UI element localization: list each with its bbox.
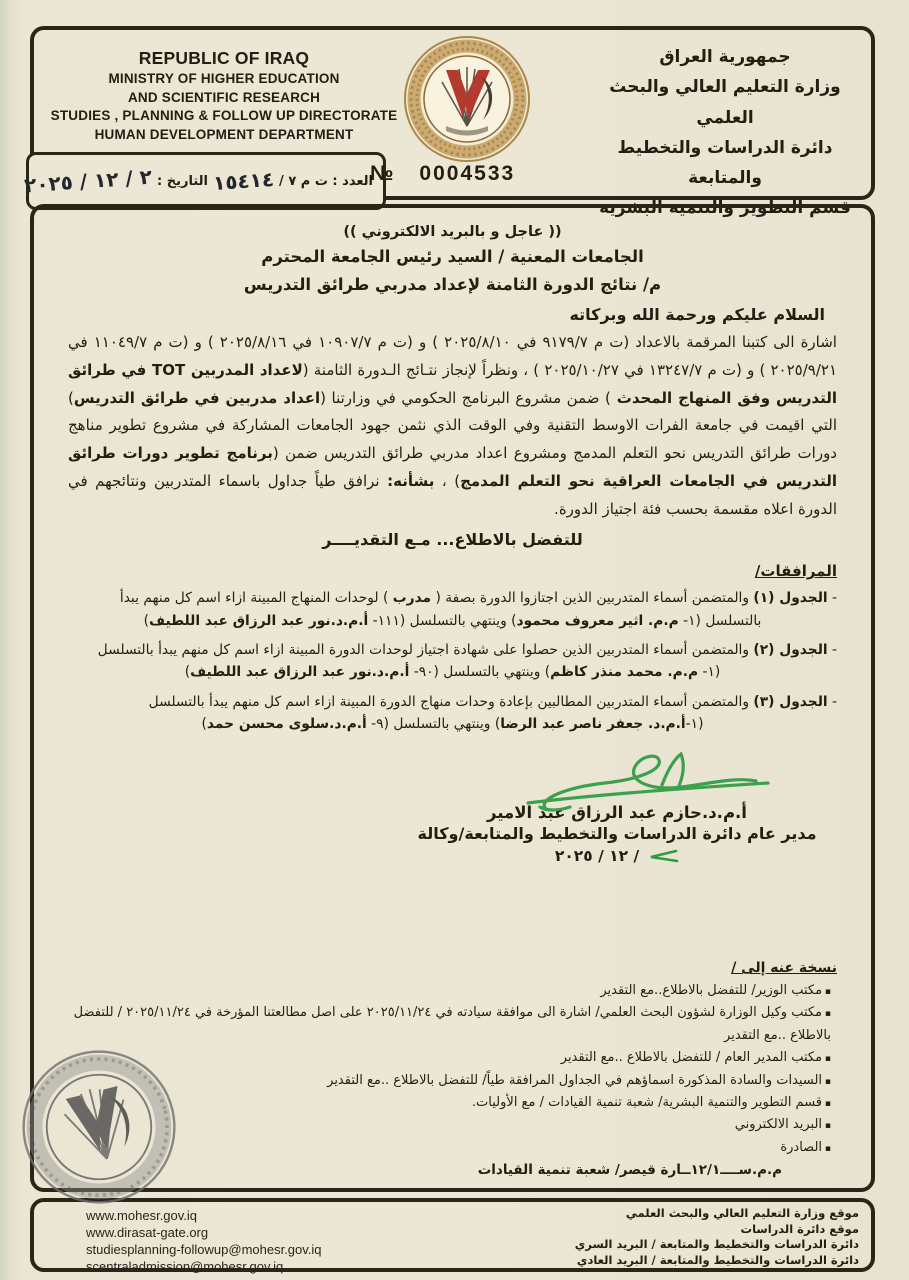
footer-english-line: studiesplanning-followup@mohesr.gov.iq [86, 1241, 322, 1257]
ministry-seal-icon [402, 34, 532, 164]
copy-to-item: ▪ قسم التطوير والتنمية البشرية/ شعبة تنمية القيادات / مع الأوليات. [68, 1092, 837, 1114]
copy-to-item: ▪ مكتب المدير العام / للتفضل بالاطلاع ..مع التقدير [68, 1047, 837, 1069]
text-segment: بالتسلسل (١- [678, 612, 762, 629]
footer-arabic-line: موقع دائرة الدراسات [740, 1221, 859, 1236]
ref-number-label: العدد : ت م ٧ / [279, 173, 373, 189]
header-arabic-line: دائرة الدراسات والتخطيط والمتابعة [617, 137, 833, 188]
footer-english-line: www.mohesr.gov.iq [86, 1208, 198, 1223]
text-segment: الجدول (٢) [753, 641, 828, 658]
urgent-note: (( عاجل و بالبريد الالكتروني )) [343, 224, 562, 240]
footer-arabic-line: دائرة الدراسات والتخطيط والمتابعة / البريد العادي [576, 1252, 859, 1267]
salutation-line: السلام عليكم ورحمة الله وبركاته [569, 305, 825, 324]
header-arabic-line: قسم التطوير والتنمية البشرية [599, 198, 851, 219]
serial-number-symbol: № [370, 162, 394, 185]
signatory-title: مدير عام دائرة الدراسات والتخطيط والمتابعة/وكالة [417, 824, 817, 844]
copy-to-item: ▪ مكتب وكيل الوزارة لشؤون البحث العلمي/ اشارة الى موافقة سيادته في ٢٠٢٥/١١/٢٤ على اصل مطالعتنا المؤرخة في ٢٠٢٥/١١/٢٤ / للتفضل بالاطلاع ..مع التقدير [68, 1002, 837, 1047]
text-segment: أ.م.د.نور عبد الرزاق عبد اللطيف [149, 612, 369, 629]
serial-number [370, 162, 515, 186]
text-segment: - [827, 590, 837, 607]
attachment-2-line-1 [68, 639, 837, 661]
text-segment: ) ، [434, 471, 461, 490]
header-arabic-line: جمهورية العراق [659, 47, 791, 67]
text-segment: أ.م.د. جعفر ناصر عبد الرضا [500, 715, 686, 732]
attachment-1-line-1 [68, 587, 837, 609]
text-segment: م.م. اثير معروف محمود [516, 612, 679, 629]
header-english-line: MINISTRY OF HIGHER EDUCATION [108, 71, 340, 87]
text-segment: ) ضمن مشروع البرنامج الحكومي في وزارتنا ( [320, 388, 611, 407]
header-arabic-block [589, 42, 861, 224]
text-segment: الجدول (٣) [753, 693, 828, 710]
reference-number-box [23, 152, 386, 210]
text-segment: أ.م.د.سلوى محسن حمد [206, 715, 367, 732]
footer-arabic-line: دائرة الدراسات والتخطيط والمتابعة / البريد السري [574, 1237, 859, 1252]
ministry-seal-graphic [402, 34, 532, 164]
text-segment: ) وينتهي بالتسلسل (١١١- [368, 612, 517, 629]
text-segment: بشأنه: [387, 471, 435, 490]
header-english-line: HUMAN DEVELOPMENT DEPARTMENT [94, 127, 354, 143]
copy-to-item: ▪ السيدات والسادة المذكورة اسماؤهم في الجداول المرافقة طياً/ للتفضل بالاطلاع ..مع التقدير [68, 1070, 837, 1092]
text-segment: - [827, 641, 837, 658]
header-english-line: AND SCIENTIFIC RESEARCH [127, 89, 321, 105]
closing-line: للتفضل بالاطلاع... مـع التقديــــر [322, 530, 583, 550]
text-segment: مدرب [392, 590, 432, 607]
signature-date-text: / ١٢ / ٢٠٢٥ [554, 847, 640, 866]
text-segment: م.م. محمد منذر كاظم [550, 664, 699, 681]
ref-number-handwritten: ١٥٤١٤ [212, 166, 275, 196]
serial-number-value: 0004533 [419, 162, 516, 185]
text-segment: ) [143, 612, 150, 629]
header-box [23, 26, 875, 219]
text-segment: ) وينتهي بالتسلسل (٩٠- [409, 664, 551, 681]
letter-body [34, 208, 871, 1188]
copy-to-item: ▪ البريد الالكتروني [68, 1114, 837, 1136]
text-segment: (١- [698, 664, 721, 681]
attachment-2-line-2 [68, 661, 837, 683]
attachment-1-line-2 [68, 610, 837, 632]
text-segment: ) التي اقيمت في جامعة الفرات الاوسط التقنية وفي الوقت الذي نثمن جهود الجامعات المشاركة في مشروع تطوير مناهج دورات طرائق التدريس نحو التعلم المدمج ومشروع اعداد مدربي طرائق التدريس ضمن ( [68, 388, 837, 462]
handwritten-day-mark-icon [643, 847, 679, 865]
text-segment: أ.م.د.نور عبد الرزاق عبد اللطيف [190, 664, 410, 681]
ref-date-label: التاريخ : [157, 173, 208, 189]
attachments-heading: المرافقات/ [754, 562, 837, 581]
footer-box [30, 1198, 875, 1272]
header-english-line: REPUBLIC OF IRAQ [138, 48, 310, 68]
handwritten-signature-icon [510, 747, 780, 821]
text-segment: ) [184, 664, 191, 681]
text-segment: - [827, 693, 837, 710]
copy-to-item: ▪ الصادرة [68, 1137, 837, 1159]
text-segment: ) وينتهي بالتسلسل (٩- [366, 715, 501, 732]
text-segment: والمتضمن أسماء المتدربين المطالبين بإعادة وحدات منهاج الدورة المبينة ازاء اسم كل منهم يبدأ بالتسلسل [148, 693, 754, 710]
footer-arabic-line: موقع وزارة التعليم العالي والبحث العلمي [625, 1206, 859, 1220]
signature-block [397, 747, 837, 865]
text-segment: نرافق طياً جداول باسماء المتدربين ونتائجهم في الدورة اعلاه مقسمة بحسب فئة اجتياز الدورة. [68, 471, 837, 518]
text-segment: اعداد مدربين في طرائق التدريس [73, 388, 321, 407]
text-segment: اشارة الى كتبنا المرقمة بالاعداد (ت م ٩١٧٩/٧ في ٢٠٢٥/٨/١٠ ) و (ت م ١٠٩٠٧/٧ في ٢٠٢٥/٨/١٦ ) و (ت م ١١٠٤٩/٧ في ٢٠٢٥/٩/٢١ ) و (ت م ١٣٢٤٧/٧ في ٢٠٢٥/١٠/٢٧ ) ، ونظراً لإنجاز نتـائج الـدورة الثامنة ( [68, 333, 838, 379]
text-segment: برنامج تطوير دورات طرائق التدريس في الجامعات العراقية نحو التعلم المدمج [68, 444, 838, 490]
signatory-name: أ.م.د.حازم عبد الرزاق عبد الامير [487, 803, 747, 823]
footer-english-line: www.dirasat-gate.org [86, 1224, 209, 1240]
copy-to-heading: نسخة عنه إلى / [731, 960, 837, 977]
copy-to-list [68, 980, 837, 1159]
text-segment: (١- [685, 715, 704, 732]
text-segment: الجدول (١) [753, 590, 828, 607]
footer-english-line: scentraladmission@mohesr.gov.iq [86, 1258, 284, 1274]
header-arabic-line: وزارة التعليم العالي والبحث العلمي [609, 77, 841, 128]
text-segment: ) لوحدات المنهاج المبينة ازاء اسم كل منهم يبدأ [119, 590, 393, 607]
issuer-line: م.م.ســــ١٢/١ــارة قيصر/ شعبة تنمية القيادات [477, 1162, 782, 1178]
text-segment: لاعداد المدربين TOT في طرائق التدريس وفق المنهاج المحدث [68, 360, 837, 407]
header-english-line: STUDIES , PLANNING & FOLLOW UP DIRECTORATE [50, 108, 398, 124]
addressee-line: الجامعات المعنية / السيد رئيس الجامعة المحترم [261, 247, 644, 266]
letter-paragraph [68, 329, 837, 523]
copy-to-item: ▪ مكتب الوزير/ للتفضل بالاطلاع..مع التقدير [68, 980, 837, 1002]
signature-date [397, 847, 837, 865]
footer-english-block [86, 1208, 322, 1276]
text-segment: والمتضمن أسماء المتدربين الذين اجتازوا الدورة بصفة ( [431, 590, 754, 607]
subject-line: م/ نتائج الدورة الثامنة لإعداد مدربي طرائق التدريس [243, 275, 662, 294]
text-segment: ) [201, 715, 207, 732]
header-english-block [50, 46, 398, 145]
attachment-3-line-2 [68, 713, 837, 735]
attachment-3-line-1 [68, 691, 837, 713]
text-segment: والمتضمن أسماء المتدربين الذين حصلوا على شهادة اجتياز لوحدات الدورة المبينة ازاء اسم كل منهم يبدأ بالتسلسل [97, 641, 754, 658]
ref-date-handwritten: ٢ / ١٢ / ٢٠٢٥ [23, 164, 153, 198]
footer-arabic-block [575, 1206, 859, 1269]
